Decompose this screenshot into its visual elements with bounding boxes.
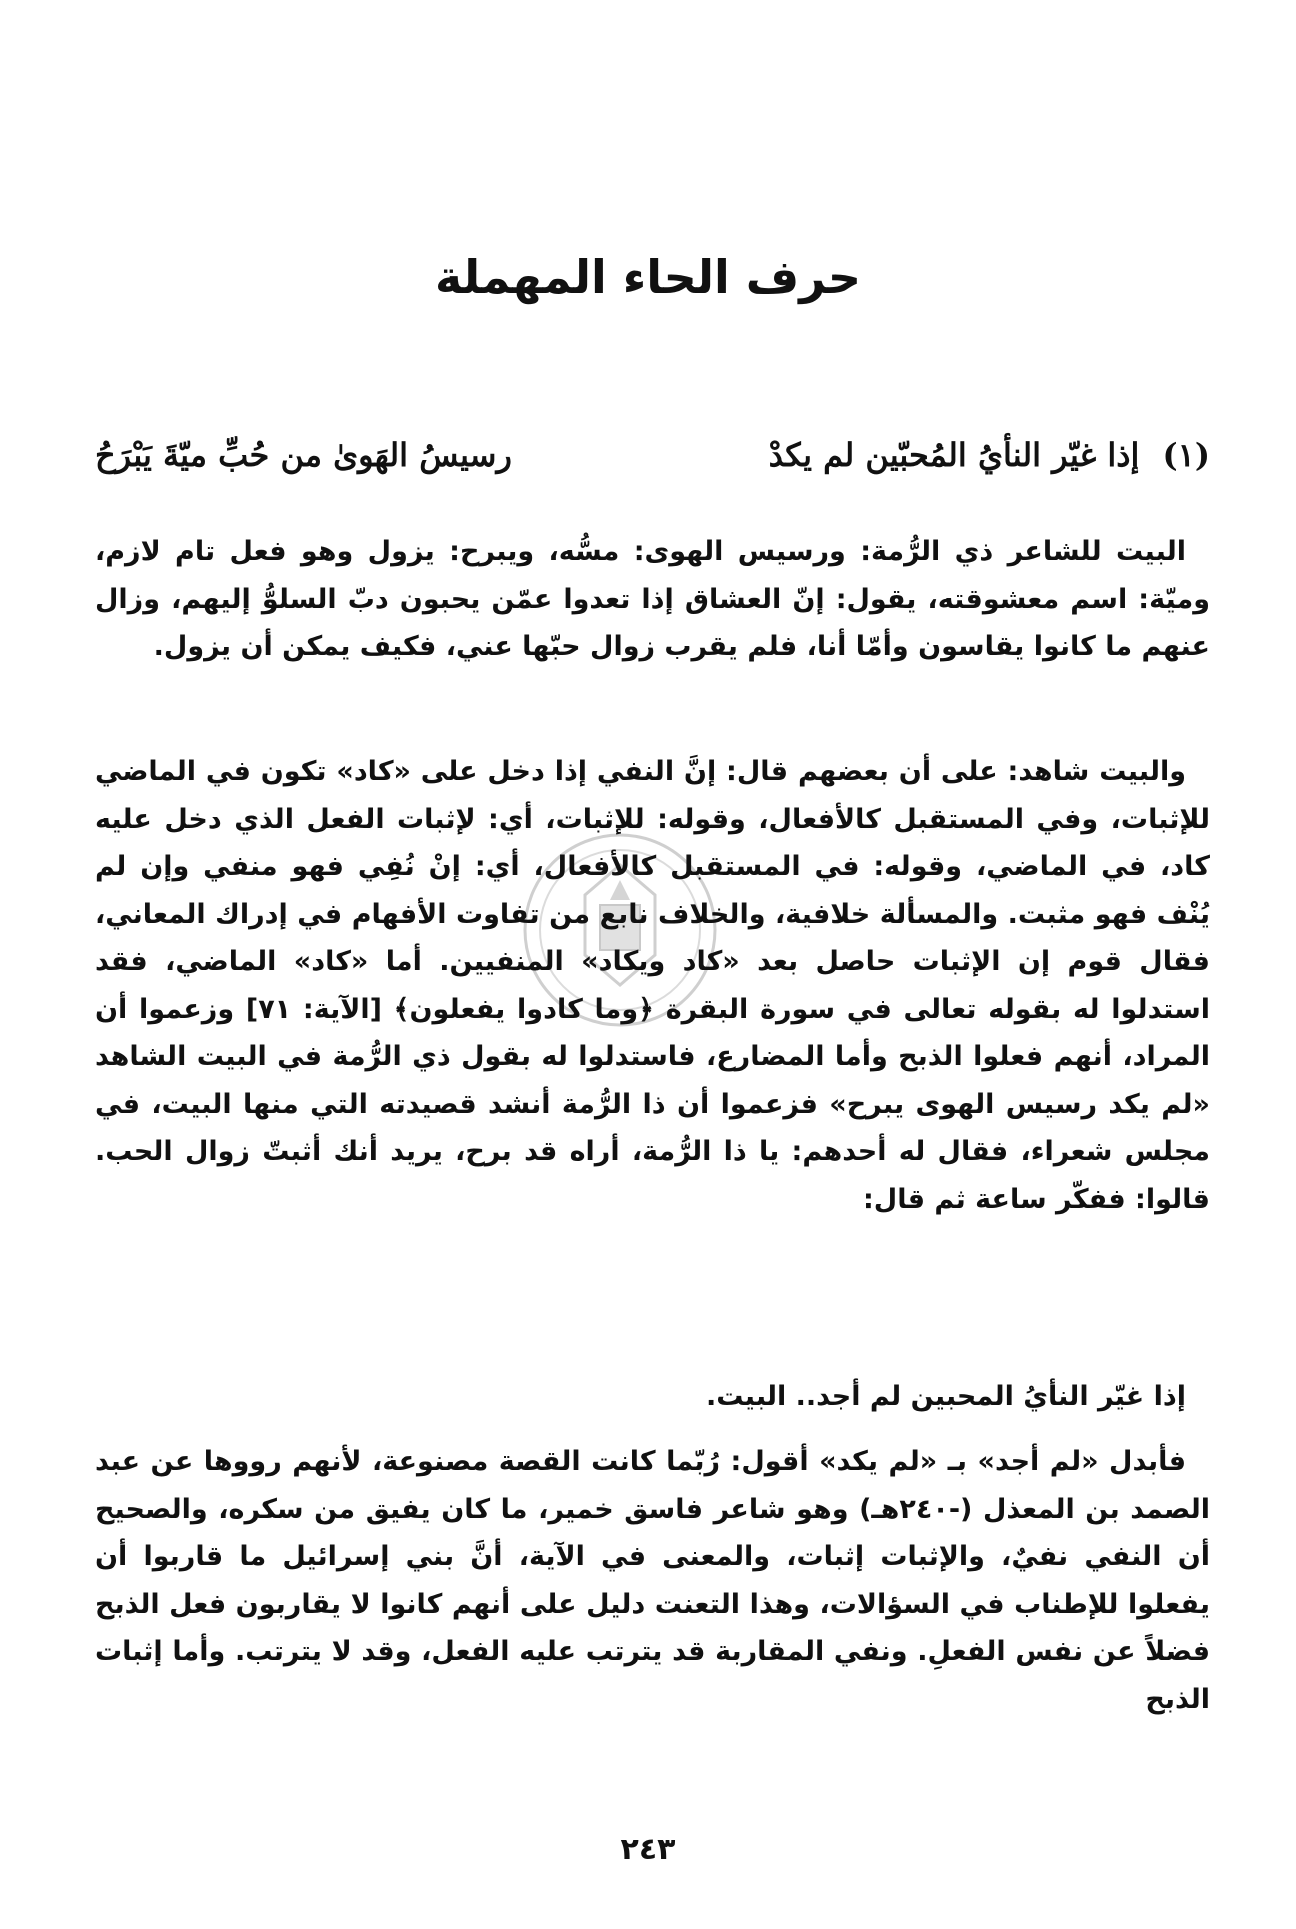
verse-second-hemistich: رسيسُ الهَوىٰ من حُبِّ ميّةَ يَبْرَحُ [95, 436, 512, 474]
paragraph-text: إذا غيّر النأيُ المحبين لم أجد.. البيت. [705, 1381, 1186, 1412]
paragraph-2 [95, 748, 1210, 1223]
quoted-verse-line [95, 1373, 1210, 1421]
poetry-verse [95, 436, 1210, 474]
paragraph-4 [95, 1438, 1210, 1723]
paragraph-text: فأبدل «لم أجد» بـ «لم يكد» أقول: رُبّما كانت القصة مصنوعة، لأنهم رووها عن عبد الصمد بن المعذل (-٢٤٠هـ) وهو شاعر فاسق خمير، ما كان يفيق من سكره، والصحيح أن النفي نفيٌ، والإثبات إثبات، والمعنى في الآية، أنَّ بني إسرائيل ما قاربوا أن يفعلوا للإطناب في السؤالات، وهذا التعنت دليل على أنهم كانوا لا يقاربون فعل الذبح فضلاً عن نفس الفعلِ. ونفي المقاربة قد يترتب عليه الفعل، وقد لا يترتب. وأما إثبات الذبح [95, 1446, 1211, 1715]
paragraph-1 [95, 528, 1210, 671]
page-number: ٢٤٣ [620, 1832, 676, 1867]
paragraph-text: والبيت شاهد: على أن بعضهم قال: إنَّ النفي إذا دخل على «كاد» تكون في الماضي للإثبات، وفي المستقبل كالأفعال، وقوله: للإثبات، أي: لإثبات الفعل الذي دخل عليه كاد، في الماضي، وقوله: في المستقبل كالأفعال، أي: إنْ نُفِي فهو منفي وإن لم يُنْف فهو مثبت. والمسألة خلافية، والخلاف نابع من تفاوت الأفهام في إدراك المعاني، فقال قوم إن الإثبات حاصل بعد «كاد ويكاد» المنفيين. أما «كاد» الماضي، فقد استدلوا له بقوله تعالى في سورة البقرة ﴿وما كادوا يفعلون﴾ [الآية: ٧١] وزعموا أن المراد، أنهم فعلوا الذبح وأما المضارع، فاستدلوا له بقول ذي الرُّمة في البيت الشاهد «لم يكد رسيس الهوى يبرح» فزعموا أن ذا الرُّمة أنشد قصيدته التي منها البيت، في مجلس شعراء، فقال له أحدهم: يا ذا الرُّمة، أراه قد برح، يريد أنك أثبتّ زوال الحب. قالوا: ففكّر ساعة ثم قال: [95, 756, 1210, 1215]
verse-first-hemistich: إذا غيّر النأيُ المُحبّين لم يكدْ [768, 436, 1140, 474]
verse-first-hemistich-line [769, 436, 1210, 474]
chapter-title: حرف الحاء المهملة [435, 250, 861, 304]
paragraph-text: البيت للشاعر ذي الرُّمة: ورسيس الهوى: مسُّه، ويبرح: يزول وهو فعل تام لازم، وميّة: اسم معشوقته، يقول: إنّ العشاق إذا تعدوا عمّن يحبون دبّ السلوُّ إليهم، وزال عنهم ما كانوا يقاسون وأمّا أنا، فلم يقرب زوال حبّها عني، فكيف يمكن أن يزول. [95, 536, 1210, 662]
verse-number: (١) [1162, 436, 1210, 474]
